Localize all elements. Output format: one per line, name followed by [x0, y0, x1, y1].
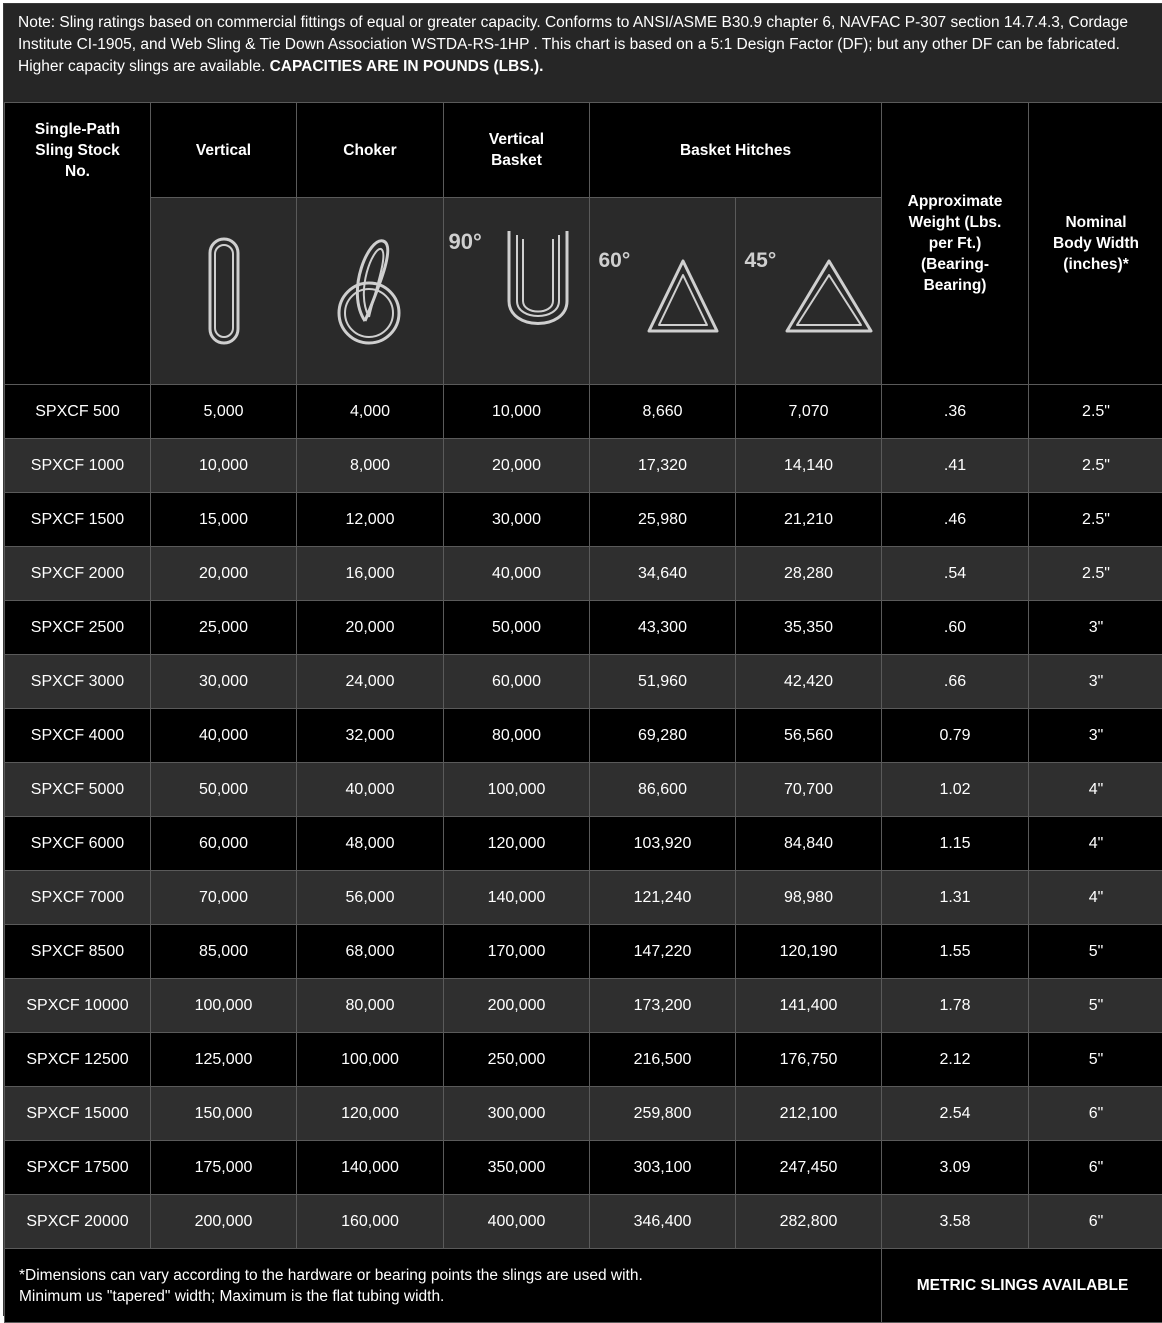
cell-choker: 24,000: [297, 655, 444, 709]
cell-vertical: 70,000: [151, 871, 297, 925]
capacity-chart: [3, 3, 1162, 1316]
cell-basket-45: 282,800: [736, 1195, 882, 1249]
cell-vertical: 50,000: [151, 763, 297, 817]
table-row: [5, 439, 1162, 493]
cell-width: 4": [1029, 871, 1162, 925]
cell-choker: 120,000: [297, 1087, 444, 1141]
cell-vertical-basket: 350,000: [444, 1141, 590, 1195]
cell-basket-60: 346,400: [590, 1195, 736, 1249]
angle-90-label: 90°: [449, 229, 482, 255]
cell-basket-60: 121,240: [590, 871, 736, 925]
footnote-line-1: *Dimensions can vary according to the hardware or bearing points the slings are used with.: [19, 1265, 867, 1286]
table-row: [5, 763, 1162, 817]
table-row: [5, 601, 1162, 655]
footnote: [5, 1249, 882, 1323]
note-box: [4, 4, 1162, 102]
cell-stock-no: SPXCF 500: [5, 385, 151, 439]
cell-basket-45: 42,420: [736, 655, 882, 709]
cell-choker: 4,000: [297, 385, 444, 439]
cell-stock-no: SPXCF 6000: [5, 817, 151, 871]
cell-basket-45: 176,750: [736, 1033, 882, 1087]
header-width-label: Nominal Body Width (inches)*: [1046, 212, 1146, 275]
table-row: [5, 979, 1162, 1033]
cell-vertical-basket: 140,000: [444, 871, 590, 925]
cell-weight: 0.79: [882, 709, 1029, 763]
cell-weight: .36: [882, 385, 1029, 439]
cell-vertical: 40,000: [151, 709, 297, 763]
cell-choker: 68,000: [297, 925, 444, 979]
cell-stock-no: SPXCF 17500: [5, 1141, 151, 1195]
cell-vertical-basket: 100,000: [444, 763, 590, 817]
cell-vertical-basket: 30,000: [444, 493, 590, 547]
cell-weight: .41: [882, 439, 1029, 493]
basket-60-icon: [593, 221, 733, 361]
cell-choker: 48,000: [297, 817, 444, 871]
metric-slings-note: METRIC SLINGS AVAILABLE: [882, 1249, 1162, 1323]
cell-choker: 40,000: [297, 763, 444, 817]
cell-stock-no: SPXCF 20000: [5, 1195, 151, 1249]
vertical-hitch-icon: [194, 231, 254, 351]
cell-basket-45: 56,560: [736, 709, 882, 763]
cell-stock-no: SPXCF 15000: [5, 1087, 151, 1141]
cell-basket-60: 69,280: [590, 709, 736, 763]
basket-45-icon: [739, 221, 879, 361]
cell-weight: 2.12: [882, 1033, 1029, 1087]
cell-choker: 140,000: [297, 1141, 444, 1195]
cell-vertical-basket: 120,000: [444, 817, 590, 871]
cell-vertical: 175,000: [151, 1141, 297, 1195]
cell-basket-45: 7,070: [736, 385, 882, 439]
cell-weight: 1.78: [882, 979, 1029, 1033]
cell-basket-45: 28,280: [736, 547, 882, 601]
cell-basket-45: 70,700: [736, 763, 882, 817]
cell-width: 3": [1029, 601, 1162, 655]
cell-weight: 1.15: [882, 817, 1029, 871]
note-bold-text: CAPACITIES ARE IN POUNDS (LBS.).: [270, 58, 544, 75]
cell-vertical-basket: 10,000: [444, 385, 590, 439]
cell-basket-60: 51,960: [590, 655, 736, 709]
note-text: Note: Sling ratings based on commercial fittings of equal or greater capacity. Conforms to ANSI/ASME B30.9 chapter 6, NAVFAC P-307 section 14.7.4.3, Cordage Institute CI-1905, and Web Sling & Tie Down Association WSTDA-RS-1HP . This chart is based on a 5:1 Design Factor (DF); but any other DF can be fabricated. Higher capacity slings are available.: [18, 14, 1128, 75]
vertical-icon-cell: [151, 198, 297, 385]
header-vertical-basket: [444, 103, 590, 198]
header-weight: [882, 103, 1029, 385]
cell-vertical-basket: 20,000: [444, 439, 590, 493]
cell-basket-45: 98,980: [736, 871, 882, 925]
cell-basket-45: 21,210: [736, 493, 882, 547]
capacity-table: [4, 102, 1162, 1323]
cell-choker: 8,000: [297, 439, 444, 493]
table-row: [5, 655, 1162, 709]
cell-vertical-basket: 400,000: [444, 1195, 590, 1249]
vertical-basket-icon-cell: [444, 198, 590, 385]
cell-weight: .66: [882, 655, 1029, 709]
cell-vertical: 60,000: [151, 817, 297, 871]
table-row: [5, 817, 1162, 871]
table-row: [5, 1087, 1162, 1141]
footnote-line-2: Minimum us "tapered" width; Maximum is the flat tubing width.: [19, 1286, 867, 1307]
cell-vertical-basket: 200,000: [444, 979, 590, 1033]
header-vertical-basket-label: Vertical Basket: [477, 129, 557, 171]
cell-basket-60: 34,640: [590, 547, 736, 601]
table-row: [5, 1141, 1162, 1195]
cell-vertical-basket: 40,000: [444, 547, 590, 601]
cell-stock-no: SPXCF 3000: [5, 655, 151, 709]
cell-basket-60: 147,220: [590, 925, 736, 979]
cell-vertical: 5,000: [151, 385, 297, 439]
basket-45-cell: [736, 198, 882, 385]
choker-icon-cell: [297, 198, 444, 385]
cell-width: 2.5": [1029, 385, 1162, 439]
cell-choker: 80,000: [297, 979, 444, 1033]
cell-choker: 32,000: [297, 709, 444, 763]
header-vertical: Vertical: [151, 103, 297, 198]
header-weight-label: Approximate Weight (Lbs. per Ft.) (Bearing-Bearing): [895, 191, 1015, 296]
choker-hitch-icon: [325, 231, 415, 351]
header-stock: [5, 103, 151, 385]
cell-stock-no: SPXCF 1500: [5, 493, 151, 547]
cell-width: 2.5": [1029, 493, 1162, 547]
table-row: [5, 871, 1162, 925]
cell-width: 6": [1029, 1087, 1162, 1141]
cell-stock-no: SPXCF 1000: [5, 439, 151, 493]
cell-choker: 100,000: [297, 1033, 444, 1087]
cell-stock-no: SPXCF 12500: [5, 1033, 151, 1087]
cell-vertical-basket: 60,000: [444, 655, 590, 709]
cell-vertical: 25,000: [151, 601, 297, 655]
cell-vertical: 20,000: [151, 547, 297, 601]
cell-stock-no: SPXCF 5000: [5, 763, 151, 817]
cell-basket-60: 303,100: [590, 1141, 736, 1195]
basket-60-cell: [590, 198, 736, 385]
cell-width: 5": [1029, 1033, 1162, 1087]
cell-basket-45: 84,840: [736, 817, 882, 871]
header-stock-label: Single-Path Sling Stock No.: [23, 119, 133, 182]
cell-basket-60: 43,300: [590, 601, 736, 655]
header-width: [1029, 103, 1162, 385]
table-row: [5, 493, 1162, 547]
header-basket-hitches: Basket Hitches: [590, 103, 882, 198]
cell-basket-60: 25,980: [590, 493, 736, 547]
basket-45-label: 45°: [745, 249, 777, 273]
cell-vertical: 15,000: [151, 493, 297, 547]
cell-basket-45: 14,140: [736, 439, 882, 493]
cell-vertical-basket: 170,000: [444, 925, 590, 979]
cell-width: 5": [1029, 925, 1162, 979]
cell-vertical: 200,000: [151, 1195, 297, 1249]
table-row: [5, 709, 1162, 763]
cell-vertical-basket: 250,000: [444, 1033, 590, 1087]
header-choker: Choker: [297, 103, 444, 198]
cell-vertical: 100,000: [151, 979, 297, 1033]
cell-vertical-basket: 300,000: [444, 1087, 590, 1141]
cell-basket-60: 8,660: [590, 385, 736, 439]
cell-width: 3": [1029, 655, 1162, 709]
cell-basket-60: 216,500: [590, 1033, 736, 1087]
cell-width: 5": [1029, 979, 1162, 1033]
cell-vertical: 150,000: [151, 1087, 297, 1141]
cell-weight: 1.31: [882, 871, 1029, 925]
cell-width: 6": [1029, 1141, 1162, 1195]
cell-choker: 160,000: [297, 1195, 444, 1249]
cell-vertical: 125,000: [151, 1033, 297, 1087]
cell-weight: .54: [882, 547, 1029, 601]
cell-stock-no: SPXCF 2000: [5, 547, 151, 601]
vertical-basket-icon: [447, 221, 587, 361]
table-row: [5, 1033, 1162, 1087]
cell-weight: 3.09: [882, 1141, 1029, 1195]
cell-stock-no: SPXCF 10000: [5, 979, 151, 1033]
cell-basket-60: 17,320: [590, 439, 736, 493]
cell-basket-60: 259,800: [590, 1087, 736, 1141]
cell-weight: 3.58: [882, 1195, 1029, 1249]
cell-basket-45: 247,450: [736, 1141, 882, 1195]
table-row: [5, 925, 1162, 979]
cell-basket-45: 141,400: [736, 979, 882, 1033]
cell-basket-45: 35,350: [736, 601, 882, 655]
table-row: [5, 385, 1162, 439]
cell-vertical: 85,000: [151, 925, 297, 979]
cell-basket-45: 212,100: [736, 1087, 882, 1141]
cell-basket-60: 103,920: [590, 817, 736, 871]
cell-width: 2.5": [1029, 547, 1162, 601]
cell-choker: 12,000: [297, 493, 444, 547]
cell-choker: 56,000: [297, 871, 444, 925]
cell-width: 2.5": [1029, 439, 1162, 493]
cell-vertical: 10,000: [151, 439, 297, 493]
cell-vertical-basket: 80,000: [444, 709, 590, 763]
table-row: [5, 1195, 1162, 1249]
cell-basket-60: 173,200: [590, 979, 736, 1033]
cell-width: 4": [1029, 817, 1162, 871]
cell-weight: 1.55: [882, 925, 1029, 979]
table-row: [5, 547, 1162, 601]
cell-weight: 2.54: [882, 1087, 1029, 1141]
basket-60-label: 60°: [599, 249, 631, 273]
cell-choker: 16,000: [297, 547, 444, 601]
cell-stock-no: SPXCF 7000: [5, 871, 151, 925]
cell-vertical-basket: 50,000: [444, 601, 590, 655]
cell-stock-no: SPXCF 8500: [5, 925, 151, 979]
cell-vertical: 30,000: [151, 655, 297, 709]
footer-row: [5, 1249, 1162, 1323]
cell-stock-no: SPXCF 2500: [5, 601, 151, 655]
cell-width: 3": [1029, 709, 1162, 763]
cell-stock-no: SPXCF 4000: [5, 709, 151, 763]
cell-basket-60: 86,600: [590, 763, 736, 817]
cell-basket-45: 120,190: [736, 925, 882, 979]
cell-weight: .46: [882, 493, 1029, 547]
cell-weight: 1.02: [882, 763, 1029, 817]
cell-weight: .60: [882, 601, 1029, 655]
cell-choker: 20,000: [297, 601, 444, 655]
cell-width: 6": [1029, 1195, 1162, 1249]
cell-width: 4": [1029, 763, 1162, 817]
